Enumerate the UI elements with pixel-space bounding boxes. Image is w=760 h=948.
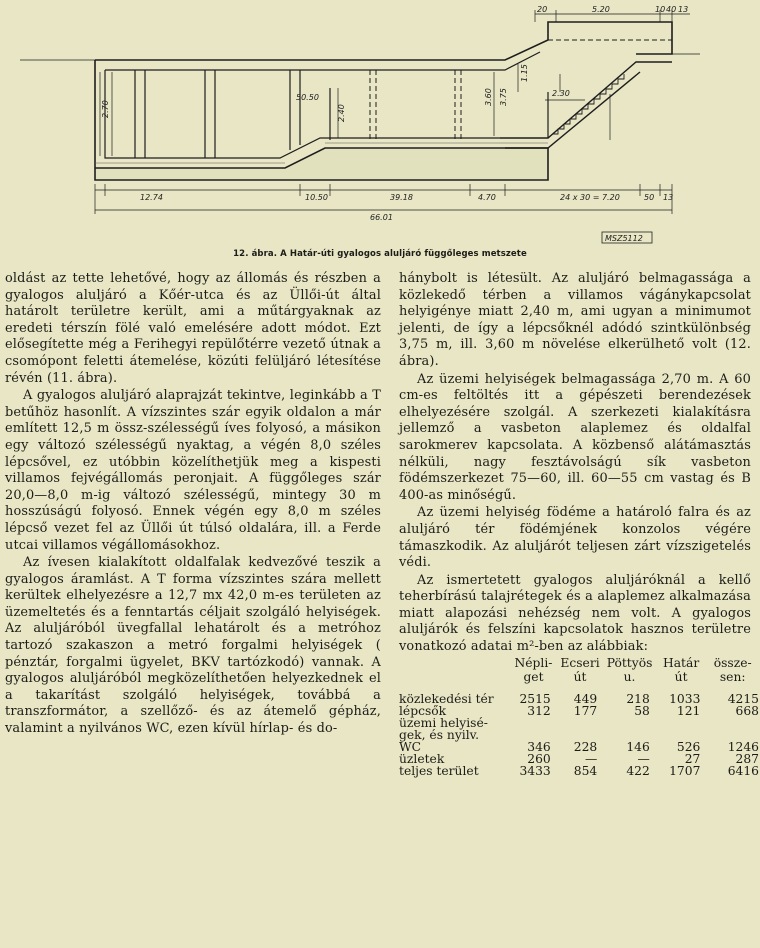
dim-label: 12.74 xyxy=(140,193,163,202)
figure-caption: 12. ábra. A Határ-úti gyalogos aluljáró függőleges metszete xyxy=(233,249,527,259)
table-cell: 58 xyxy=(634,704,650,718)
column-header: Határ út xyxy=(663,656,700,684)
table-cell: 526 xyxy=(676,740,701,754)
paragraph: A gyalogos aluljáró alaprajzát tekintve, leginkább a T betűhöz hasonlít. A vízszintes szár egyik oldalon a már említett 12,5 m össz-szélességű íves folyosó, a másikon egy változó szélességű nyaktag, a végén 8,0 széles lépcsővel, ez utóbbin közelíthetjük meg a kispesti villamos fejvégállomás peronjait. A függőleges szár 20,0—8,0 m-ig változó szélességű, mintegy 30 m hosszúságú folyosó. Ennek végén egy 8,0 m széles lépcső vezet fel az Üllői út túlsó oldalára, ill. a Ferde utcai villamos végállomásokhoz. xyxy=(5,388,381,553)
right-column xyxy=(399,271,751,656)
table-cell: 6416 xyxy=(727,764,759,778)
row-label: lépcsők xyxy=(399,704,447,718)
table-cell: 3433 xyxy=(519,764,551,778)
dim-label: 20 xyxy=(537,5,548,14)
table-cell: 260 xyxy=(527,752,551,766)
dim-label: 3.75 xyxy=(499,88,508,106)
section-drawing xyxy=(0,0,760,250)
table-cell: 312 xyxy=(527,704,551,718)
table-cell: 287 xyxy=(735,752,759,766)
dim-label: 3.60 xyxy=(484,88,493,106)
table-cell: 346 xyxy=(527,740,551,754)
table-cell: 228 xyxy=(573,740,598,754)
table-cell: — xyxy=(584,752,598,766)
row-label: teljes terület xyxy=(399,764,479,778)
table-row xyxy=(399,765,759,777)
dim-label: 5.20 xyxy=(592,5,610,14)
left-column xyxy=(5,271,381,738)
area-table xyxy=(399,656,759,777)
row-label: közlekedési tér xyxy=(399,692,494,706)
paragraph: hánybolt is létesült. Az aluljáró belmagassága a közlekedő térben a villamos vágánykapcsolat helyigénye miatt 2,40 m, ami ugyan a minimumot jelenti, de így a lépcsőknél adódó szintkülönbség 3,75 m, ill. 3,60 m növelése elkerülhető volt (12. ábra). xyxy=(399,271,751,369)
dim-label: 2.30 xyxy=(552,89,570,98)
table-cell: 218 xyxy=(626,692,650,706)
paragraph: Az ívesen kialakított oldalfalak kedvezővé teszik a gyalogos áramlást. A T forma vízszintes szára mellett kerültek elhelyezésre a 12,7 mx 42,0 m-es területen az üzemeltetés és a fenntartás céljait szolgáló helyiségek. Az aluljáróból üvegfallal lehatárolt és a metróhoz tartozó szakaszon a metró forgalmi helyiségek ( pénztár, forgalmi ügyelet, BKV tartózkodó) vannak. A gyalogos aluljáróból megközelíthetően helyezkednek el a takarítást szolgáló helyiségek, továbbá a transzformátor, a szellőző- és az átemelő gépház, valamint a nyilvános WC, ezen kívül hírlap- és do- xyxy=(5,555,381,737)
dim-label: 2.70 xyxy=(101,100,110,118)
table-header-row xyxy=(399,656,759,693)
paragraph: oldást az tette lehetővé, hogy az állomás és részben a gyalogos aluljáró a Kőér-utca és az Üllői-út által határolt területre került, ami a műtárgyaknak az eredeti térszín fölé való emelésére adott módot. Ezt elősegítette még a Ferihegyi repülőtérre vezető útnak a csomópont feletti átemelése, közúti felüljáró létesítése révén (11. ábra). xyxy=(5,271,381,386)
stamp-label: MSZ5112 xyxy=(605,234,643,243)
dim-label: 50 xyxy=(644,193,655,202)
dim-label: 13 xyxy=(663,193,674,202)
dim-total-label: 66.01 xyxy=(370,213,393,222)
table-row xyxy=(399,717,759,753)
dim-label: 2.40 xyxy=(337,104,346,122)
paragraph: Az ismertetett gyalogos aluljáróknál a kellő teherbírású talajrétegek és a alaplemez alkalmazása miatt alapozási nehézség nem volt. A gyalogos aluljárók és felszíni kapcsolatok hasznos területre vonatkozó adatai m²-ben az alábbiak: xyxy=(399,572,751,655)
table-cell: 1707 xyxy=(669,764,701,778)
table-cell: — xyxy=(637,752,650,766)
table-cell: 1033 xyxy=(669,692,701,706)
dim-label: 10.50 xyxy=(305,193,328,202)
dim-label: 50.50 xyxy=(296,93,319,102)
dim-label: 24 x 30 = 7.20 xyxy=(560,193,620,202)
table-cell: 668 xyxy=(735,704,759,718)
dim-label: 39.18 xyxy=(390,193,413,202)
table-cell: 449 xyxy=(573,692,598,706)
dim-label: 1.15 xyxy=(520,64,529,82)
table-cell: 121 xyxy=(676,704,701,718)
table-cell: 146 xyxy=(626,740,650,754)
table-cell: 1246 xyxy=(727,740,759,754)
row-label: üzletek xyxy=(399,752,445,766)
column-header: össze- sen: xyxy=(713,656,752,684)
dim-label: 40 xyxy=(666,5,677,14)
table-corner xyxy=(399,656,510,693)
column-header: Népli- get xyxy=(514,656,553,684)
dim-label: 10 xyxy=(655,5,666,14)
table-cell: 422 xyxy=(626,764,650,778)
section-drawing-svg xyxy=(0,0,760,250)
table-cell: 177 xyxy=(573,704,598,718)
dim-label: 4.70 xyxy=(478,193,496,202)
paragraph: Az üzemi helyiségek belmagassága 2,70 m. A 60 cm-es feltöltés itt a gépészeti berendezések elhelyezésére szolgál. A szerkezeti kialakításra jellemző a vasbeton alaplemez és oldalfal sarokmerev kapcsolata. A közbenső alátámasztás nélküli, nagy fesztávolságú sík vasbeton födémszerkezet 75—60, ill. 60—55 cm vastag és B 400-as minőségű. xyxy=(399,371,751,503)
table-cell: 2515 xyxy=(519,692,551,706)
table-cell: 27 xyxy=(684,752,701,766)
dim-label: 13 xyxy=(678,5,689,14)
column-header: Ecseri út xyxy=(560,656,600,684)
table-cell: 4215 xyxy=(727,692,759,706)
row-label: üzemi helyisé- gek, és nyilv. WC xyxy=(399,716,488,754)
paragraph: Az üzemi helyiség födéme a határoló falra és az aluljáró tér födémjének konzolos végére támaszkodik. Az aluljárót teljesen zárt vízszigetelés védi. xyxy=(399,505,751,571)
column-header: Pöttyös u. xyxy=(606,656,653,684)
table-cell: 854 xyxy=(573,764,598,778)
